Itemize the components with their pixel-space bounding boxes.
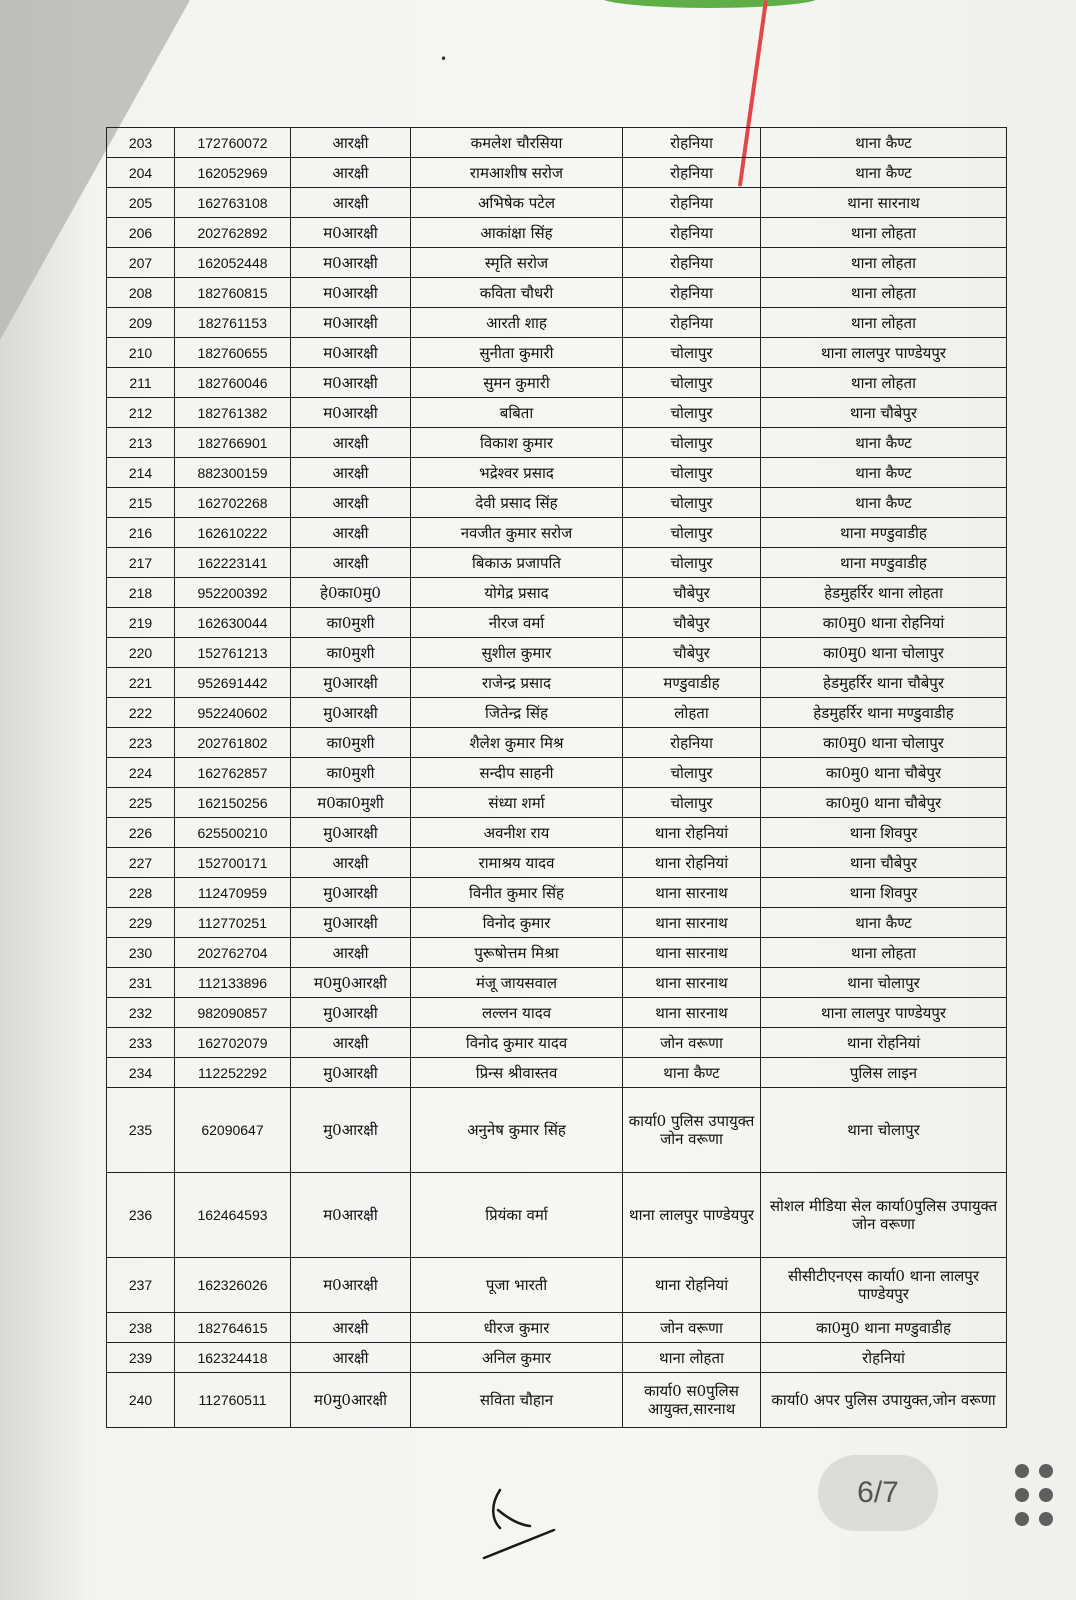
posted-to-cell: थाना कैण्ट — [761, 158, 1007, 188]
pno-number-cell: 162150256 — [175, 788, 291, 818]
posted-to-cell: थाना कैण्ट — [761, 128, 1007, 158]
table-row — [107, 908, 1007, 938]
employee-name-cell: सुनीता कुमारी — [411, 338, 623, 368]
employee-name-cell: अवनीश राय — [411, 818, 623, 848]
serial-number-cell: 210 — [107, 338, 175, 368]
employee-name-cell: संध्या शर्मा — [411, 788, 623, 818]
table-body — [107, 128, 1007, 1428]
rank-cell: का0मुशी — [291, 638, 411, 668]
posted-to-cell: थाना चौबेपुर — [761, 848, 1007, 878]
serial-number-cell: 230 — [107, 938, 175, 968]
posted-from-cell: मण्डुवाडीह — [623, 668, 761, 698]
posted-from-cell: थाना लालपुर पाण्डेयपुर — [623, 1173, 761, 1258]
serial-number-cell: 206 — [107, 218, 175, 248]
employee-name-cell: रामाश्रय यादव — [411, 848, 623, 878]
table-row — [107, 1028, 1007, 1058]
posted-from-cell: चोलापुर — [623, 458, 761, 488]
table-row — [107, 728, 1007, 758]
table-row — [107, 788, 1007, 818]
pno-number-cell: 952240602 — [175, 698, 291, 728]
pno-number-cell: 982090857 — [175, 998, 291, 1028]
table-row — [107, 998, 1007, 1028]
serial-number-cell: 214 — [107, 458, 175, 488]
rank-cell: मु0आरक्षी — [291, 698, 411, 728]
rank-cell: आरक्षी — [291, 458, 411, 488]
green-edge-decoration — [600, 0, 820, 8]
posted-from-cell: कार्या0 पुलिस उपायुक्त जोन वरूणा — [623, 1088, 761, 1173]
posted-from-cell: लोहता — [623, 698, 761, 728]
posted-from-cell: चौबेपुर — [623, 608, 761, 638]
posted-to-cell: थाना रोहनियां — [761, 1028, 1007, 1058]
rank-cell: आरक्षी — [291, 1313, 411, 1343]
table-row — [107, 878, 1007, 908]
rank-cell: आरक्षी — [291, 188, 411, 218]
serial-number-cell: 234 — [107, 1058, 175, 1088]
posted-from-cell: रोहनिया — [623, 728, 761, 758]
pno-number-cell: 182761153 — [175, 308, 291, 338]
employee-name-cell: अभिषेक पटेल — [411, 188, 623, 218]
posted-to-cell: थाना मण्डुवाडीह — [761, 518, 1007, 548]
serial-number-cell: 207 — [107, 248, 175, 278]
posted-to-cell: थाना लोहता — [761, 248, 1007, 278]
serial-number-cell: 235 — [107, 1088, 175, 1173]
posted-from-cell: चोलापुर — [623, 548, 761, 578]
posted-from-cell: रोहनिया — [623, 308, 761, 338]
employee-name-cell: पूजा भारती — [411, 1258, 623, 1313]
rank-cell: आरक्षी — [291, 938, 411, 968]
table-row — [107, 968, 1007, 998]
table-row — [107, 368, 1007, 398]
rank-cell: म0मु0आरक्षी — [291, 968, 411, 998]
serial-number-cell: 233 — [107, 1028, 175, 1058]
posted-to-cell: थाना कैण्ट — [761, 488, 1007, 518]
pno-number-cell: 952691442 — [175, 668, 291, 698]
posted-from-cell: रोहनिया — [623, 248, 761, 278]
posted-to-cell: थाना लोहता — [761, 278, 1007, 308]
posted-to-cell: थाना लालपुर पाण्डेयपुर — [761, 338, 1007, 368]
rank-cell: म0आरक्षी — [291, 218, 411, 248]
employee-name-cell: विनीत कुमार सिंह — [411, 878, 623, 908]
posted-to-cell: पुलिस लाइन — [761, 1058, 1007, 1088]
employee-name-cell: सुमन कुमारी — [411, 368, 623, 398]
pno-number-cell: 162763108 — [175, 188, 291, 218]
posted-to-cell: का0मु0 थाना रोहनियां — [761, 608, 1007, 638]
page-indicator-text: 6/7 — [857, 1476, 899, 1509]
pno-number-cell: 162326026 — [175, 1258, 291, 1313]
rank-cell: का0मुशी — [291, 608, 411, 638]
pno-number-cell: 112770251 — [175, 908, 291, 938]
posted-from-cell: चोलापुर — [623, 488, 761, 518]
serial-number-cell: 222 — [107, 698, 175, 728]
serial-number-cell: 205 — [107, 188, 175, 218]
pno-number-cell: 162610222 — [175, 518, 291, 548]
rank-cell: का0मुशी — [291, 758, 411, 788]
grid-dots-icon[interactable] — [1010, 1460, 1060, 1530]
rank-cell: मु0आरक्षी — [291, 668, 411, 698]
posted-to-cell: हेडमुहर्रिर थाना लोहता — [761, 578, 1007, 608]
employee-name-cell: लल्लन यादव — [411, 998, 623, 1028]
table-row — [107, 638, 1007, 668]
pno-number-cell: 162762857 — [175, 758, 291, 788]
rank-cell: आरक्षी — [291, 428, 411, 458]
pno-number-cell: 162052448 — [175, 248, 291, 278]
posted-to-cell: थाना लोहता — [761, 218, 1007, 248]
serial-number-cell: 218 — [107, 578, 175, 608]
serial-number-cell: 212 — [107, 398, 175, 428]
pno-number-cell: 952200392 — [175, 578, 291, 608]
table-row — [107, 338, 1007, 368]
posted-from-cell: चोलापुर — [623, 788, 761, 818]
table-row — [107, 608, 1007, 638]
table-row — [107, 1173, 1007, 1258]
employee-name-cell: बिकाऊ प्रजापति — [411, 548, 623, 578]
rank-cell: म0आरक्षी — [291, 248, 411, 278]
table-row — [107, 248, 1007, 278]
posted-from-cell: थाना रोहनियां — [623, 818, 761, 848]
employee-name-cell: राजेन्द्र प्रसाद — [411, 668, 623, 698]
posted-from-cell: जोन वरूणा — [623, 1313, 761, 1343]
posted-to-cell: हेडमुहर्रिर थाना मण्डुवाडीह — [761, 698, 1007, 728]
pno-number-cell: 152761213 — [175, 638, 291, 668]
rank-cell: म0आरक्षी — [291, 398, 411, 428]
rank-cell: म0आरक्षी — [291, 368, 411, 398]
employee-name-cell: भद्रेश्वर प्रसाद — [411, 458, 623, 488]
table-row — [107, 548, 1007, 578]
table-row — [107, 1058, 1007, 1088]
employee-name-cell: कमलेश चौरसिया — [411, 128, 623, 158]
table-row — [107, 278, 1007, 308]
serial-number-cell: 238 — [107, 1313, 175, 1343]
pno-number-cell: 182760655 — [175, 338, 291, 368]
serial-number-cell: 236 — [107, 1173, 175, 1258]
rank-cell: हे0का0मु0 — [291, 578, 411, 608]
serial-number-cell: 211 — [107, 368, 175, 398]
table-row — [107, 668, 1007, 698]
posted-to-cell: थाना शिवपुर — [761, 878, 1007, 908]
serial-number-cell: 227 — [107, 848, 175, 878]
posted-to-cell: थाना चोलापुर — [761, 1088, 1007, 1173]
pno-number-cell: 112133896 — [175, 968, 291, 998]
posted-to-cell: का0मु0 थाना चौबेपुर — [761, 758, 1007, 788]
serial-number-cell: 226 — [107, 818, 175, 848]
pno-number-cell: 162052969 — [175, 158, 291, 188]
rank-cell: म0आरक्षी — [291, 278, 411, 308]
posted-to-cell: थाना कैण्ट — [761, 908, 1007, 938]
employee-name-cell: सुशील कुमार — [411, 638, 623, 668]
posted-from-cell: रोहनिया — [623, 128, 761, 158]
posted-from-cell: चोलापुर — [623, 758, 761, 788]
posted-from-cell: थाना सारनाथ — [623, 968, 761, 998]
posted-from-cell: थाना रोहनियां — [623, 848, 761, 878]
posted-from-cell: रोहनिया — [623, 158, 761, 188]
table-row — [107, 1088, 1007, 1173]
posted-from-cell: थाना कैण्ट — [623, 1058, 761, 1088]
employee-name-cell: शैलेश कुमार मिश्र — [411, 728, 623, 758]
pno-number-cell: 182764615 — [175, 1313, 291, 1343]
employee-name-cell: आरती शाह — [411, 308, 623, 338]
serial-number-cell: 223 — [107, 728, 175, 758]
employee-name-cell: योगेद्र प्रसाद — [411, 578, 623, 608]
posted-from-cell: थाना लोहता — [623, 1343, 761, 1373]
table-row — [107, 458, 1007, 488]
serial-number-cell: 240 — [107, 1373, 175, 1428]
posted-from-cell: रोहनिया — [623, 218, 761, 248]
table-row — [107, 1373, 1007, 1428]
posted-from-cell: चौबेपुर — [623, 578, 761, 608]
serial-number-cell: 224 — [107, 758, 175, 788]
employee-name-cell: मंजू जायसवाल — [411, 968, 623, 998]
employee-name-cell: जितेन्द्र सिंह — [411, 698, 623, 728]
rank-cell: आरक्षी — [291, 548, 411, 578]
employee-name-cell: धीरज कुमार — [411, 1313, 623, 1343]
rank-cell: आरक्षी — [291, 128, 411, 158]
employee-name-cell: अनिल कुमार — [411, 1343, 623, 1373]
posted-to-cell: थाना कैण्ट — [761, 428, 1007, 458]
table-row — [107, 758, 1007, 788]
employee-name-cell: नीरज वर्मा — [411, 608, 623, 638]
posted-to-cell: थाना मण्डुवाडीह — [761, 548, 1007, 578]
serial-number-cell: 213 — [107, 428, 175, 458]
serial-number-cell: 232 — [107, 998, 175, 1028]
posted-to-cell: सीसीटीएनएस कार्या0 थाना लालपुर पाण्डेयपुर — [761, 1258, 1007, 1313]
ink-dot: • — [440, 52, 448, 66]
serial-number-cell: 208 — [107, 278, 175, 308]
table-row — [107, 698, 1007, 728]
posted-to-cell: थाना सारनाथ — [761, 188, 1007, 218]
employee-name-cell: आकांक्षा सिंह — [411, 218, 623, 248]
rank-cell: म0आरक्षी — [291, 1258, 411, 1313]
employee-name-cell: देवी प्रसाद सिंह — [411, 488, 623, 518]
posted-to-cell: थाना चोलापुर — [761, 968, 1007, 998]
pno-number-cell: 182760815 — [175, 278, 291, 308]
serial-number-cell: 204 — [107, 158, 175, 188]
rank-cell: म0आरक्षी — [291, 308, 411, 338]
rank-cell: मु0आरक्षी — [291, 878, 411, 908]
posted-to-cell: थाना लोहता — [761, 938, 1007, 968]
posted-to-cell: थाना लालपुर पाण्डेयपुर — [761, 998, 1007, 1028]
rank-cell: मु0आरक्षी — [291, 908, 411, 938]
serial-number-cell: 225 — [107, 788, 175, 818]
serial-number-cell: 228 — [107, 878, 175, 908]
table-row — [107, 218, 1007, 248]
transfer-table — [106, 127, 1007, 1428]
posted-from-cell: थाना सारनाथ — [623, 878, 761, 908]
pno-number-cell: 162702079 — [175, 1028, 291, 1058]
employee-name-cell: विनोद कुमार यादव — [411, 1028, 623, 1058]
posted-to-cell: रोहनियां — [761, 1343, 1007, 1373]
serial-number-cell: 229 — [107, 908, 175, 938]
pno-number-cell: 182761382 — [175, 398, 291, 428]
employee-name-cell: विकाश कुमार — [411, 428, 623, 458]
serial-number-cell: 209 — [107, 308, 175, 338]
rank-cell: आरक्षी — [291, 488, 411, 518]
posted-from-cell: जोन वरूणा — [623, 1028, 761, 1058]
posted-from-cell: चोलापुर — [623, 398, 761, 428]
employee-name-cell: अनुनेष कुमार सिंह — [411, 1088, 623, 1173]
posted-to-cell: का0मु0 थाना चौबेपुर — [761, 788, 1007, 818]
table-row — [107, 818, 1007, 848]
employee-name-cell: पुरूषोत्तम मिश्रा — [411, 938, 623, 968]
pno-number-cell: 172760072 — [175, 128, 291, 158]
serial-number-cell: 239 — [107, 1343, 175, 1373]
pno-number-cell: 202762892 — [175, 218, 291, 248]
pno-number-cell: 162464593 — [175, 1173, 291, 1258]
serial-number-cell: 203 — [107, 128, 175, 158]
posted-from-cell: चोलापुर — [623, 428, 761, 458]
pno-number-cell: 882300159 — [175, 458, 291, 488]
employee-name-cell: सन्दीप साहनी — [411, 758, 623, 788]
posted-to-cell: थाना कैण्ट — [761, 458, 1007, 488]
rank-cell: मु0आरक्षी — [291, 1058, 411, 1088]
table-row — [107, 1343, 1007, 1373]
pno-number-cell: 162702268 — [175, 488, 291, 518]
table-row — [107, 578, 1007, 608]
rank-cell: आरक्षी — [291, 158, 411, 188]
posted-to-cell: का0मु0 थाना चोलापुर — [761, 728, 1007, 758]
rank-cell: म0आरक्षी — [291, 1173, 411, 1258]
table-row — [107, 488, 1007, 518]
serial-number-cell: 219 — [107, 608, 175, 638]
rank-cell: म0मु0आरक्षी — [291, 1373, 411, 1428]
pno-number-cell: 182766901 — [175, 428, 291, 458]
table-row — [107, 518, 1007, 548]
posted-to-cell: कार्या0 अपर पुलिस उपायुक्त,जोन वरूणा — [761, 1373, 1007, 1428]
pno-number-cell: 62090647 — [175, 1088, 291, 1173]
rank-cell: आरक्षी — [291, 518, 411, 548]
pno-number-cell: 112760511 — [175, 1373, 291, 1428]
table-row — [107, 188, 1007, 218]
pno-number-cell: 112252292 — [175, 1058, 291, 1088]
rank-cell: आरक्षी — [291, 1343, 411, 1373]
pno-number-cell: 162630044 — [175, 608, 291, 638]
posted-from-cell: रोहनिया — [623, 188, 761, 218]
pno-number-cell: 182760046 — [175, 368, 291, 398]
table-row — [107, 1258, 1007, 1313]
table-row — [107, 128, 1007, 158]
serial-number-cell: 215 — [107, 488, 175, 518]
pno-number-cell: 202762704 — [175, 938, 291, 968]
signature-mark — [470, 1480, 580, 1560]
table-row — [107, 158, 1007, 188]
posted-from-cell: चौबेपुर — [623, 638, 761, 668]
serial-number-cell: 220 — [107, 638, 175, 668]
rank-cell: म0आरक्षी — [291, 338, 411, 368]
posted-to-cell: थाना शिवपुर — [761, 818, 1007, 848]
rank-cell: का0मुशी — [291, 728, 411, 758]
employee-name-cell: प्रियंका वर्मा — [411, 1173, 623, 1258]
posted-from-cell: थाना रोहनियां — [623, 1258, 761, 1313]
table-row — [107, 398, 1007, 428]
rank-cell: मु0आरक्षी — [291, 1088, 411, 1173]
employee-name-cell: स्मृति सरोज — [411, 248, 623, 278]
employee-name-cell: नवजीत कुमार सरोज — [411, 518, 623, 548]
serial-number-cell: 217 — [107, 548, 175, 578]
employee-name-cell: कविता चौधरी — [411, 278, 623, 308]
posted-from-cell: कार्या0 स0पुलिस आयुक्त,सारनाथ — [623, 1373, 761, 1428]
posted-to-cell: थाना लोहता — [761, 308, 1007, 338]
posted-to-cell: सोशल मीडिया सेल कार्या0पुलिस उपायुक्त जोन वरूणा — [761, 1173, 1007, 1258]
pno-number-cell: 152700171 — [175, 848, 291, 878]
posted-from-cell: रोहनिया — [623, 278, 761, 308]
pno-number-cell: 202761802 — [175, 728, 291, 758]
pno-number-cell: 162324418 — [175, 1343, 291, 1373]
posted-from-cell: चोलापुर — [623, 518, 761, 548]
page-indicator[interactable] — [818, 1455, 938, 1531]
pno-number-cell: 112470959 — [175, 878, 291, 908]
table-row — [107, 938, 1007, 968]
serial-number-cell: 216 — [107, 518, 175, 548]
posted-to-cell: थाना चौबेपुर — [761, 398, 1007, 428]
posted-from-cell: थाना सारनाथ — [623, 938, 761, 968]
table-row — [107, 848, 1007, 878]
table-row — [107, 308, 1007, 338]
posted-to-cell: का0मु0 थाना मण्डुवाडीह — [761, 1313, 1007, 1343]
posted-from-cell: थाना सारनाथ — [623, 908, 761, 938]
pno-number-cell: 625500210 — [175, 818, 291, 848]
serial-number-cell: 237 — [107, 1258, 175, 1313]
posted-to-cell: थाना लोहता — [761, 368, 1007, 398]
serial-number-cell: 221 — [107, 668, 175, 698]
table-row — [107, 1313, 1007, 1343]
posted-from-cell: चोलापुर — [623, 368, 761, 398]
rank-cell: मु0आरक्षी — [291, 998, 411, 1028]
rank-cell: म0का0मुशी — [291, 788, 411, 818]
employee-name-cell: सविता चौहान — [411, 1373, 623, 1428]
posted-from-cell: थाना सारनाथ — [623, 998, 761, 1028]
employee-name-cell: विनोद कुमार — [411, 908, 623, 938]
posted-from-cell: चोलापुर — [623, 338, 761, 368]
employee-name-cell: प्रिन्स श्रीवास्तव — [411, 1058, 623, 1088]
table-row — [107, 428, 1007, 458]
employee-name-cell: रामआशीष सरोज — [411, 158, 623, 188]
posted-to-cell: का0मु0 थाना चोलापुर — [761, 638, 1007, 668]
serial-number-cell: 231 — [107, 968, 175, 998]
employee-name-cell: बबिता — [411, 398, 623, 428]
posted-to-cell: हेडमुहर्रिर थाना चौबेपुर — [761, 668, 1007, 698]
pno-number-cell: 162223141 — [175, 548, 291, 578]
rank-cell: आरक्षी — [291, 848, 411, 878]
rank-cell: मु0आरक्षी — [291, 818, 411, 848]
rank-cell: आरक्षी — [291, 1028, 411, 1058]
